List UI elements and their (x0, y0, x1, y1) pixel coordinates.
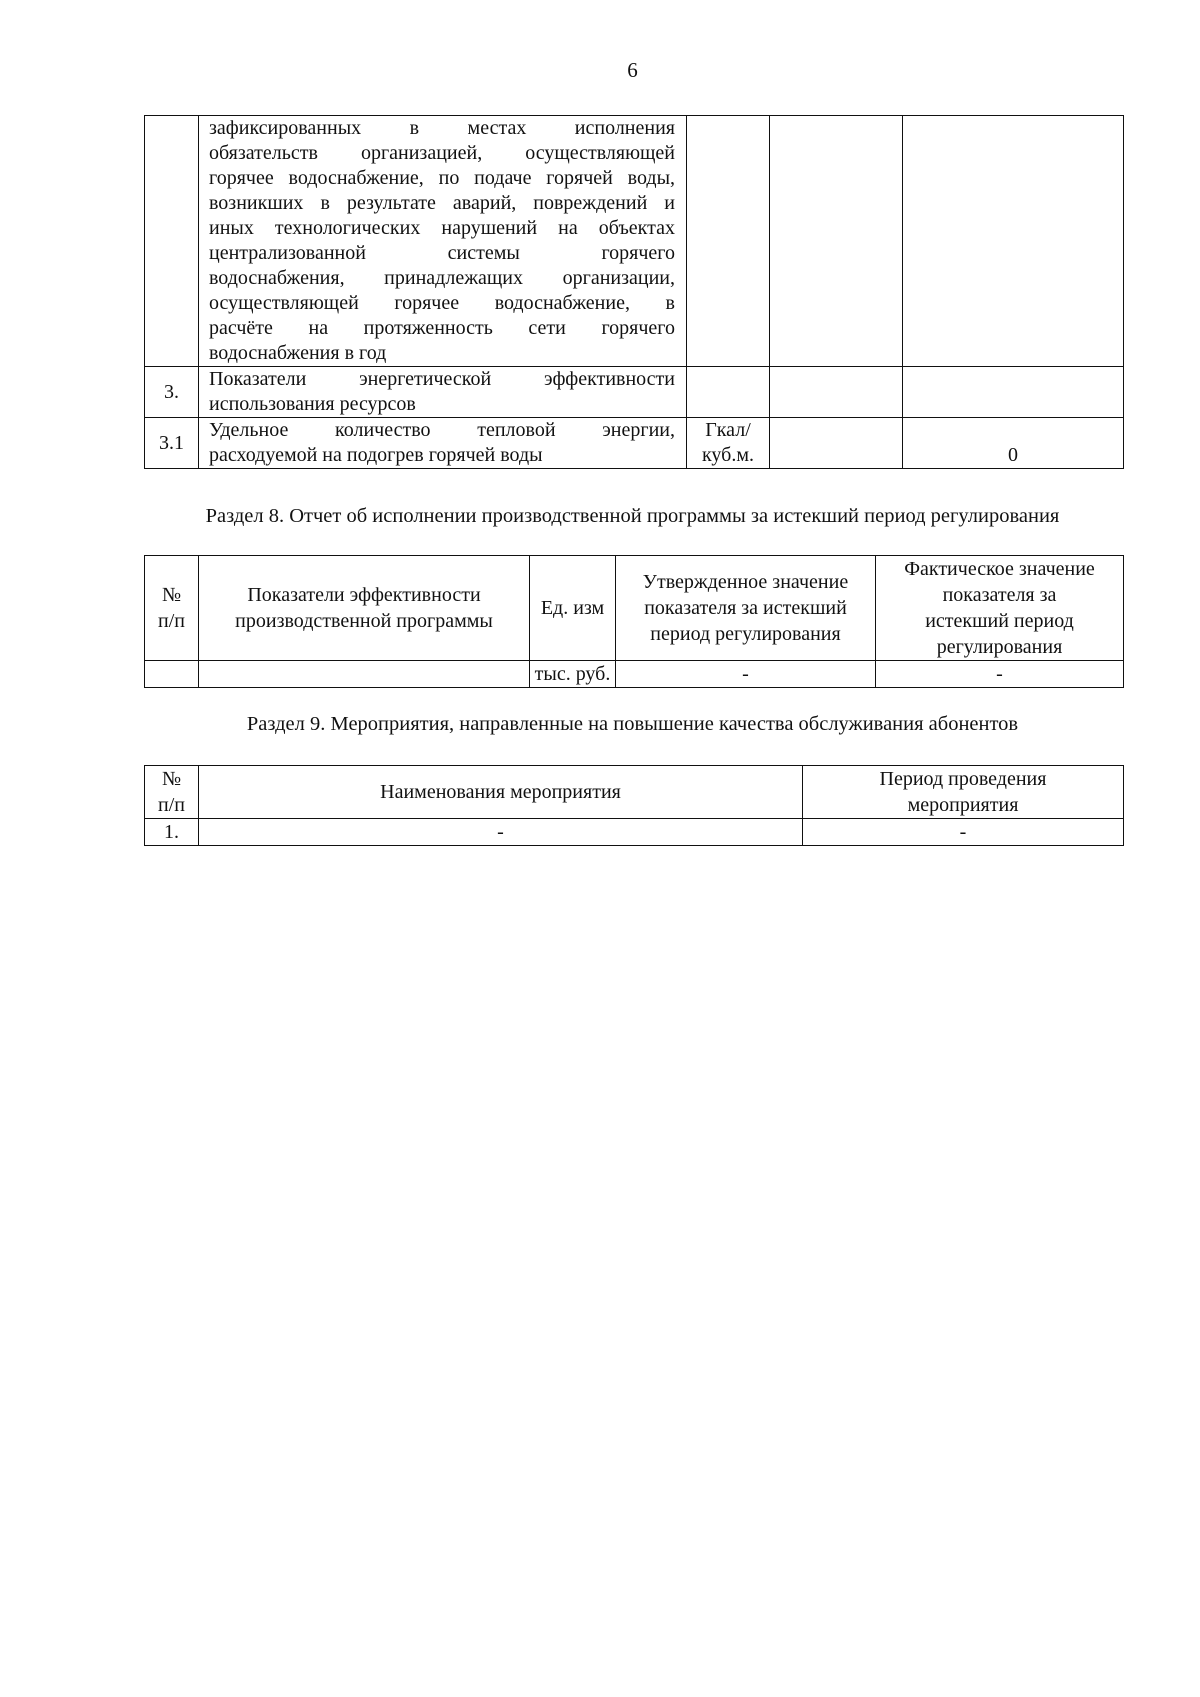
page-number: 6 (627, 58, 638, 82)
value-cell (770, 367, 903, 418)
unit-cell: Гкал/ куб.м. (687, 418, 770, 469)
value-cell: 0 (903, 418, 1124, 469)
value-cell (903, 367, 1124, 418)
table-row (145, 661, 1124, 688)
column-header-indicator: Показатели эффективности производственной программы (199, 556, 530, 661)
column-header-name: Наименования мероприятия (199, 766, 803, 819)
indicator-description: Показатели энергетической эффективности использования ресурсов (199, 367, 687, 418)
table-row (145, 819, 1124, 846)
column-header-number: № п/п (145, 766, 199, 819)
table-header-row (145, 766, 1124, 819)
unit-cell (687, 367, 770, 418)
table-row (145, 367, 1124, 418)
section8-caption: Раздел 8. Отчет об исполнении производственной программы за истекший период регулирования (205, 505, 1060, 527)
table-row (145, 116, 1124, 367)
section9-caption: Раздел 9. Мероприятия, направленные на повышение качества обслуживания абонентов (246, 713, 1019, 735)
unit-cell: тыс. руб. (530, 661, 616, 688)
approved-value: - (616, 661, 876, 688)
column-header-approved: Утвержденное значение показателя за истекший период регулирования (616, 556, 876, 661)
row-number: 3.1 (145, 418, 199, 469)
column-header-number: № п/п (145, 556, 199, 661)
event-period-cell: - (803, 819, 1124, 846)
indicator-description: Удельное количество тепловой энергии, расходуемой на подогрев горячей воды (199, 418, 687, 469)
value-cell (770, 418, 903, 469)
row-number (145, 661, 199, 688)
event-name-cell: - (199, 819, 803, 846)
column-header-unit: Ед. изм (530, 556, 616, 661)
actual-value: - (876, 661, 1124, 688)
indicators-table-continuation (144, 115, 1124, 469)
column-header-actual: Фактическое значение показателя за истекший период регулирования (876, 556, 1124, 661)
table-header-row (145, 556, 1124, 661)
unit-cell (687, 116, 770, 367)
row-number: 1. (145, 819, 199, 846)
indicator-description: зафиксированных в местах исполнения обязательств организацией, осуществляющей горячее водоснабжение, по подаче горячей воды, возникших в результате аварий, повреждений и иных технологических нарушений на объектах централизованной системы горячего водоснабжения, принадлежащих организации, осуществляющей горячее водоснабжение, в расчёте на протяженность сети горячего водоснабжения в год (199, 116, 687, 367)
section9-table (144, 765, 1124, 846)
section8-table (144, 555, 1124, 688)
indicator-cell (199, 661, 530, 688)
value-cell (903, 116, 1124, 367)
row-number: 3. (145, 367, 199, 418)
row-number (145, 116, 199, 367)
table-row (145, 418, 1124, 469)
value-cell (770, 116, 903, 367)
column-header-period: Период проведения мероприятия (803, 766, 1124, 819)
